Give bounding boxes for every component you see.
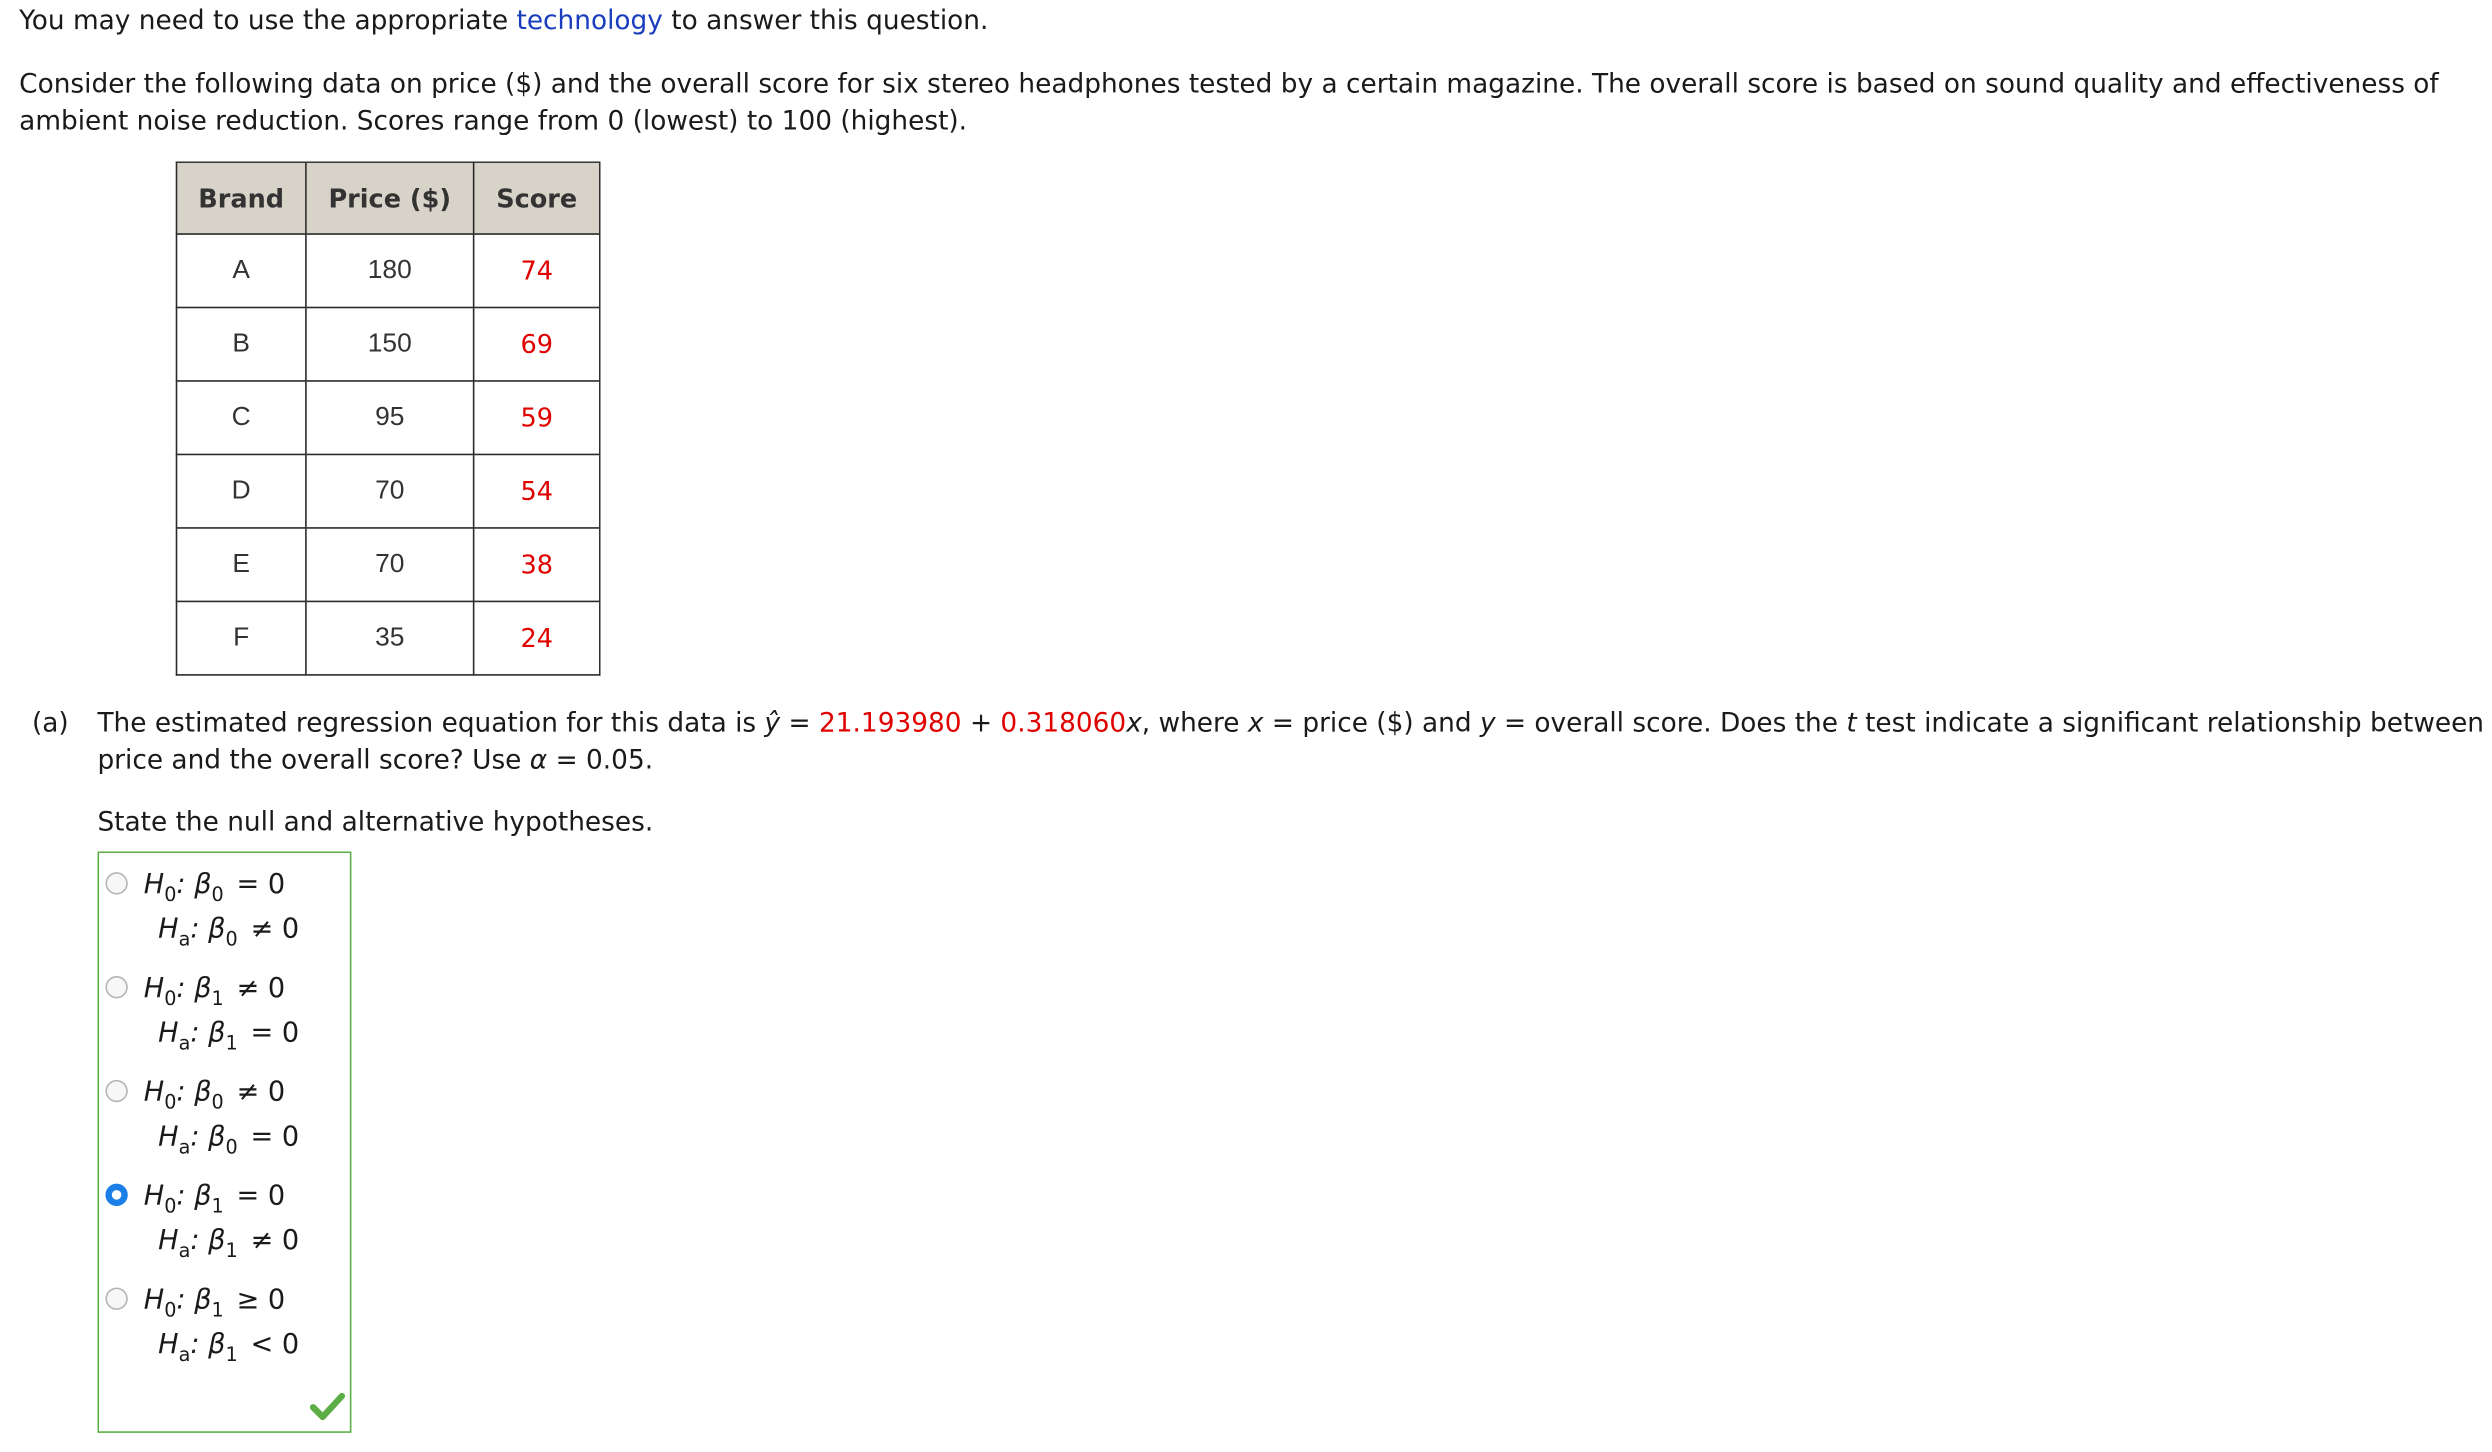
null-hypothesis: [144, 971, 285, 1008]
intro-text-before: You may need to use the appropriate: [19, 4, 517, 36]
technology-link[interactable]: technology: [516, 4, 663, 36]
beta-subscript: 0: [225, 1135, 238, 1159]
h-subscript: 0: [164, 1194, 177, 1218]
h-subscript: a: [178, 1135, 191, 1159]
hypothesis-option-5[interactable]: [105, 1268, 345, 1366]
table-row: [177, 234, 600, 307]
h-symbol: H: [158, 1329, 179, 1361]
h-symbol: H: [158, 1121, 179, 1154]
cell-score: 69: [474, 307, 600, 380]
question-text-part: +: [961, 707, 1001, 738]
relation: < 0: [250, 1329, 300, 1361]
header-price: Price ($): [306, 162, 474, 234]
h-symbol: H: [143, 868, 165, 901]
table-row: [177, 454, 600, 527]
alternative-hypothesis: [158, 1016, 299, 1053]
part-label: (a): [31, 707, 69, 738]
h-subscript: 0: [164, 1298, 177, 1322]
alternative-hypothesis: [158, 912, 299, 949]
hypothesis-option-4[interactable]: [105, 1165, 345, 1262]
beta-symbol: : β: [176, 1180, 212, 1213]
question-text-part: = overall score. Does the: [1495, 707, 1847, 738]
question-text-part: test indicate a significant relationship between price and the overall score? Use: [97, 707, 2485, 775]
beta-subscript: 1: [225, 1343, 238, 1366]
x-variable: x: [1247, 707, 1264, 738]
intro-line: [19, 5, 988, 37]
alpha-symbol: α: [529, 744, 548, 775]
h-subscript: a: [178, 1239, 191, 1262]
question-text-part: The estimated regression equation for this data is: [97, 707, 765, 738]
checkmark-icon: [310, 1391, 345, 1420]
radio-button[interactable]: [105, 1080, 127, 1102]
cell-brand: D: [177, 454, 306, 527]
h-subscript: 0: [164, 883, 177, 906]
h-symbol: H: [158, 1017, 179, 1050]
radio-button[interactable]: [105, 1288, 127, 1310]
data-table: [176, 161, 601, 675]
cell-price: 180: [306, 234, 474, 307]
cell-brand: F: [177, 601, 306, 674]
h-symbol: H: [143, 1180, 165, 1213]
h-subscript: 0: [164, 987, 177, 1010]
h-symbol: H: [158, 1225, 179, 1258]
hypothesis-option-2[interactable]: [105, 957, 345, 1055]
cell-price: 150: [306, 307, 474, 380]
beta-symbol: : β: [176, 1076, 212, 1109]
header-brand: Brand: [177, 162, 306, 234]
relation: ≥ 0: [236, 1284, 286, 1317]
cell-score: 54: [474, 454, 600, 527]
question-text-part: = 0.05.: [547, 744, 654, 775]
h-subscript: a: [178, 928, 191, 951]
beta-subscript: 1: [225, 1031, 238, 1055]
radio-button[interactable]: [105, 872, 127, 894]
cell-price: 95: [306, 381, 474, 454]
intro-text-after: to answer this question.: [662, 4, 989, 36]
h-subscript: a: [178, 1031, 191, 1055]
instruction-text: State the null and alternative hypotheses.: [97, 806, 654, 838]
beta-symbol: : β: [190, 1017, 226, 1050]
hypothesis-option-3[interactable]: [105, 1061, 345, 1159]
relation: = 0: [250, 1121, 300, 1154]
relation: ≠ 0: [250, 913, 300, 946]
intercept-value: 21.193980: [819, 707, 962, 738]
h-symbol: H: [143, 1076, 165, 1109]
relation: ≠ 0: [236, 972, 286, 1005]
y-variable: y: [1479, 707, 1496, 738]
cell-brand: C: [177, 381, 306, 454]
table-row: [177, 601, 600, 674]
null-hypothesis: [144, 867, 285, 904]
beta-symbol: : β: [176, 868, 212, 901]
cell-brand: B: [177, 307, 306, 380]
cell-brand: A: [177, 234, 306, 307]
beta-subscript: 1: [211, 987, 224, 1010]
alternative-hypothesis: [158, 1120, 299, 1157]
question-text: [97, 704, 2485, 777]
cell-price: 70: [306, 528, 474, 601]
y-hat-symbol: ŷ: [764, 707, 781, 738]
beta-symbol: : β: [190, 1121, 226, 1154]
alternative-hypothesis: [158, 1327, 299, 1364]
null-hypothesis: [144, 1179, 285, 1216]
hypothesis-answer-box: [97, 851, 351, 1432]
radio-button-selected[interactable]: [105, 1184, 127, 1206]
cell-score: 38: [474, 528, 600, 601]
cell-score: 74: [474, 234, 600, 307]
relation: = 0: [250, 1017, 300, 1050]
beta-subscript: 1: [225, 1239, 238, 1262]
problem-description: Consider the following data on price ($) and the overall score for six stereo headphones tested by a certain magazine. The overall score is based on sound quality and effectiveness of ambient noise reduction. Scores range from 0 (lowest) to 100 (highest).: [19, 68, 2439, 136]
beta-subscript: 1: [211, 1194, 224, 1218]
null-hypothesis: [144, 1075, 285, 1112]
cell-price: 70: [306, 454, 474, 527]
cell-score: 24: [474, 601, 600, 674]
table-row: [177, 307, 600, 380]
beta-symbol: : β: [176, 972, 212, 1005]
beta-subscript: 1: [211, 1298, 224, 1322]
h-subscript: 0: [164, 1091, 177, 1114]
h-symbol: H: [143, 1284, 165, 1317]
table-header-row: [177, 162, 600, 234]
table-row: [177, 381, 600, 454]
hypothesis-option-1[interactable]: [105, 853, 345, 951]
t-variable: t: [1846, 707, 1857, 738]
cell-price: 35: [306, 601, 474, 674]
relation: ≠ 0: [236, 1076, 286, 1109]
table-row: [177, 528, 600, 601]
h-subscript: a: [178, 1343, 191, 1366]
relation: = 0: [236, 868, 286, 901]
beta-subscript: 0: [225, 928, 238, 951]
h-symbol: H: [158, 913, 179, 946]
h-symbol: H: [143, 972, 165, 1005]
beta-symbol: : β: [190, 913, 226, 946]
question-text-part: , where: [1141, 707, 1248, 738]
alternative-hypothesis: [158, 1224, 299, 1261]
question-text-part: =: [780, 707, 820, 738]
question-text-part: = price ($) and: [1263, 707, 1480, 738]
beta-subscript: 0: [211, 883, 224, 906]
relation: = 0: [236, 1180, 286, 1213]
cell-score: 59: [474, 381, 600, 454]
relation: ≠ 0: [250, 1225, 300, 1258]
null-hypothesis: [144, 1283, 285, 1320]
beta-symbol: : β: [190, 1225, 226, 1258]
x-variable: x: [1126, 707, 1142, 738]
beta-symbol: : β: [176, 1284, 212, 1317]
slope-value: 0.318060: [1000, 707, 1127, 738]
header-score: Score: [474, 162, 600, 234]
beta-subscript: 0: [211, 1091, 224, 1114]
beta-symbol: : β: [190, 1329, 226, 1361]
cell-brand: E: [177, 528, 306, 601]
radio-button[interactable]: [105, 976, 127, 998]
